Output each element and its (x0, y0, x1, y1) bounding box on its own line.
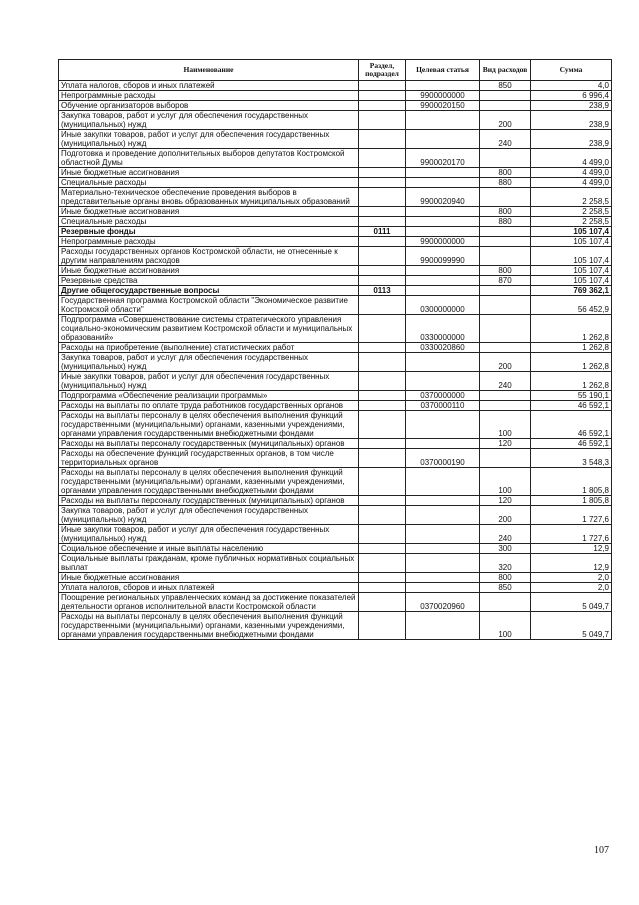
row-target: 9900020150 (406, 101, 480, 111)
row-name: Иные бюджетные ассигнования (59, 573, 359, 583)
table-row (59, 449, 612, 468)
row-sum: 5 049,7 (531, 593, 612, 612)
row-name: Уплата налогов, сборов и иных платежей (59, 583, 359, 593)
table-row (59, 149, 612, 168)
row-sum: 46 592,1 (531, 411, 612, 439)
row-target (406, 207, 480, 217)
row-sum: 5 049,7 (531, 612, 612, 640)
row-sum: 105 107,4 (531, 266, 612, 276)
table-row (59, 439, 612, 449)
row-sum: 2 258,5 (531, 217, 612, 227)
row-sum: 1 805,8 (531, 496, 612, 506)
table-row (59, 343, 612, 353)
row-target: 0370000190 (406, 449, 480, 468)
row-section (359, 544, 406, 554)
row-sum: 1 262,8 (531, 315, 612, 343)
table-row (59, 286, 612, 296)
row-name: Закупка товаров, работ и услуг для обеспечения государственных (муниципальных) нужд (59, 111, 359, 130)
row-kind (480, 188, 531, 207)
row-sum: 238,9 (531, 101, 612, 111)
page-number: 107 (594, 845, 609, 856)
row-kind: 100 (480, 411, 531, 439)
row-section (359, 168, 406, 178)
row-section (359, 593, 406, 612)
table-row (59, 391, 612, 401)
row-kind: 120 (480, 496, 531, 506)
row-name: Расходы на обеспечение функций государственных органов, в том числе территориальных органов (59, 449, 359, 468)
header-target: Целевая статья (406, 60, 480, 81)
row-name: Расходы на выплаты персоналу в целях обеспечения выполнения функций государственными (муниципальными) органами, казенными учреждениями, органами управления государственными внебюджетными фондами (59, 411, 359, 439)
row-section: 0111 (359, 227, 406, 237)
table-row (59, 315, 612, 343)
row-target: 0370000000 (406, 391, 480, 401)
row-name: Уплата налогов, сборов и иных платежей (59, 81, 359, 91)
row-target (406, 168, 480, 178)
row-section (359, 217, 406, 227)
row-section (359, 449, 406, 468)
table-row (59, 353, 612, 372)
header-kind: Вид расходов (480, 60, 531, 81)
row-name: Подпрограмма «Совершенствование системы стратегического управления социально-экономическим развитием Костромской области и муниципальных образований» (59, 315, 359, 343)
row-section (359, 207, 406, 217)
row-target: 9900099990 (406, 247, 480, 266)
row-section (359, 525, 406, 544)
table-row (59, 506, 612, 525)
table-row (59, 612, 612, 640)
row-kind: 800 (480, 207, 531, 217)
row-target (406, 439, 480, 449)
row-name: Обучение организаторов выборов (59, 101, 359, 111)
row-section (359, 81, 406, 91)
row-sum: 1 727,6 (531, 525, 612, 544)
row-kind: 850 (480, 81, 531, 91)
row-target (406, 468, 480, 496)
row-kind (480, 247, 531, 266)
row-target (406, 554, 480, 573)
table-row (59, 573, 612, 583)
table-row (59, 227, 612, 237)
table-row (59, 111, 612, 130)
row-sum: 238,9 (531, 111, 612, 130)
row-section (359, 111, 406, 130)
row-section (359, 266, 406, 276)
header-sum: Сумма (531, 60, 612, 81)
table-row (59, 593, 612, 612)
row-kind: 800 (480, 266, 531, 276)
row-name: Расходы на приобретение (выполнение) статистических работ (59, 343, 359, 353)
row-sum: 12,9 (531, 554, 612, 573)
row-sum: 4,0 (531, 81, 612, 91)
row-kind (480, 343, 531, 353)
row-name: Непрограммные расходы (59, 237, 359, 247)
row-kind: 200 (480, 111, 531, 130)
row-kind (480, 101, 531, 111)
table-row (59, 276, 612, 286)
row-section (359, 554, 406, 573)
row-sum: 1 262,8 (531, 372, 612, 391)
row-kind (480, 315, 531, 343)
row-kind: 800 (480, 168, 531, 178)
row-section (359, 91, 406, 101)
row-name: Специальные расходы (59, 217, 359, 227)
row-kind (480, 149, 531, 168)
row-section (359, 506, 406, 525)
row-section (359, 401, 406, 411)
table-row (59, 525, 612, 544)
row-target: 0370000110 (406, 401, 480, 411)
row-section (359, 391, 406, 401)
table-row (59, 266, 612, 276)
row-kind: 240 (480, 525, 531, 544)
row-sum: 1 805,8 (531, 468, 612, 496)
row-target (406, 178, 480, 188)
table-row (59, 372, 612, 391)
table-row (59, 411, 612, 439)
table-row (59, 207, 612, 217)
row-sum: 769 362,1 (531, 286, 612, 296)
row-name: Иные закупки товаров, работ и услуг для обеспечения государственных (муниципальных) нужд (59, 372, 359, 391)
row-target (406, 227, 480, 237)
row-name: Материально-техническое обеспечение проведения выборов в представительные органы вновь образованных муниципальных образований (59, 188, 359, 207)
table-row (59, 91, 612, 101)
row-kind: 240 (480, 130, 531, 149)
row-name: Подпрограмма «Обеспечение реализации программы» (59, 391, 359, 401)
row-section (359, 439, 406, 449)
row-target (406, 583, 480, 593)
row-sum: 105 107,4 (531, 247, 612, 266)
row-section (359, 496, 406, 506)
row-name: Иные закупки товаров, работ и услуг для обеспечения государственных (муниципальных) нужд (59, 525, 359, 544)
row-target (406, 372, 480, 391)
row-sum: 1 262,8 (531, 353, 612, 372)
row-target: 0370020960 (406, 593, 480, 612)
row-kind (480, 391, 531, 401)
row-target (406, 573, 480, 583)
table-row (59, 237, 612, 247)
table-row (59, 188, 612, 207)
row-target: 9900020940 (406, 188, 480, 207)
row-kind: 870 (480, 276, 531, 286)
row-kind: 200 (480, 353, 531, 372)
row-name: Резервные средства (59, 276, 359, 286)
row-name: Социальное обеспечение и иные выплаты населению (59, 544, 359, 554)
row-kind: 880 (480, 178, 531, 188)
row-name: Поощрение региональных управленческих команд за достижение показателей деятельности органов исполнительной власти Костромской области (59, 593, 359, 612)
row-name: Иные закупки товаров, работ и услуг для обеспечения государственных (муниципальных) нужд (59, 130, 359, 149)
row-sum: 4 499,0 (531, 168, 612, 178)
row-sum: 2 258,5 (531, 188, 612, 207)
row-section (359, 276, 406, 286)
row-kind (480, 286, 531, 296)
table-row (59, 130, 612, 149)
row-name: Другие общегосударственные вопросы (59, 286, 359, 296)
row-name: Закупка товаров, работ и услуг для обеспечения государственных (муниципальных) нужд (59, 353, 359, 372)
table-row (59, 81, 612, 91)
row-section (359, 149, 406, 168)
row-name: Расходы на выплаты персоналу в целях обеспечения выполнения функций государственными (муниципальными) органами, казенными учреждениями, органами управления государственными внебюджетными фондами (59, 468, 359, 496)
row-sum: 105 107,4 (531, 276, 612, 286)
table-row (59, 247, 612, 266)
row-kind (480, 91, 531, 101)
row-kind (480, 593, 531, 612)
row-kind: 200 (480, 506, 531, 525)
row-sum: 56 452,9 (531, 296, 612, 315)
row-target: 0330020860 (406, 343, 480, 353)
row-target (406, 276, 480, 286)
row-sum: 105 107,4 (531, 227, 612, 237)
row-sum: 1 262,8 (531, 343, 612, 353)
row-section (359, 315, 406, 343)
row-sum: 105 107,4 (531, 237, 612, 247)
row-sum: 12,9 (531, 544, 612, 554)
row-section (359, 612, 406, 640)
row-name: Расходы государственных органов Костромской области, не отнесенные к другим направлениям расходов (59, 247, 359, 266)
table-row (59, 296, 612, 315)
row-sum: 238,9 (531, 130, 612, 149)
row-section (359, 178, 406, 188)
row-target (406, 130, 480, 149)
budget-table (58, 59, 612, 640)
row-target: 9900020170 (406, 149, 480, 168)
row-target: 0300000000 (406, 296, 480, 315)
row-target (406, 217, 480, 227)
row-kind: 120 (480, 439, 531, 449)
row-kind (480, 237, 531, 247)
row-target: 0330000000 (406, 315, 480, 343)
row-kind: 800 (480, 573, 531, 583)
row-target (406, 496, 480, 506)
table-row (59, 496, 612, 506)
row-section (359, 188, 406, 207)
row-kind (480, 296, 531, 315)
table-body (59, 81, 612, 640)
table-row (59, 217, 612, 227)
row-target (406, 506, 480, 525)
row-section (359, 468, 406, 496)
row-name: Иные бюджетные ассигнования (59, 266, 359, 276)
row-kind: 100 (480, 468, 531, 496)
row-sum: 55 190,1 (531, 391, 612, 401)
row-kind (480, 227, 531, 237)
row-target (406, 353, 480, 372)
row-sum: 2,0 (531, 583, 612, 593)
row-name: Социальные выплаты гражданам, кроме публичных нормативных социальных выплат (59, 554, 359, 573)
row-section (359, 343, 406, 353)
row-target (406, 411, 480, 439)
table-row (59, 101, 612, 111)
row-name: Резервные фонды (59, 227, 359, 237)
row-kind: 100 (480, 612, 531, 640)
row-target (406, 544, 480, 554)
row-name: Непрограммные расходы (59, 91, 359, 101)
row-kind: 240 (480, 372, 531, 391)
row-name: Закупка товаров, работ и услуг для обеспечения государственных (муниципальных) нужд (59, 506, 359, 525)
row-name: Подготовка и проведение дополнительных выборов депутатов Костромской областной Думы (59, 149, 359, 168)
row-target (406, 612, 480, 640)
row-sum: 46 592,1 (531, 401, 612, 411)
row-name: Государственная программа Костромской области "Экономическое развитие Костромской области" (59, 296, 359, 315)
row-section (359, 130, 406, 149)
row-section (359, 101, 406, 111)
row-section: 0113 (359, 286, 406, 296)
row-section (359, 411, 406, 439)
table-row (59, 544, 612, 554)
row-name: Иные бюджетные ассигнования (59, 168, 359, 178)
row-target: 9900000000 (406, 91, 480, 101)
row-sum: 4 499,0 (531, 149, 612, 168)
row-target (406, 111, 480, 130)
row-section (359, 247, 406, 266)
table-row (59, 554, 612, 573)
row-sum: 4 499,0 (531, 178, 612, 188)
row-kind (480, 449, 531, 468)
row-section (359, 372, 406, 391)
row-name: Специальные расходы (59, 178, 359, 188)
row-sum: 3 548,3 (531, 449, 612, 468)
table-row (59, 178, 612, 188)
row-target (406, 266, 480, 276)
table-row (59, 168, 612, 178)
row-kind: 880 (480, 217, 531, 227)
header-section: Раздел, подраздел (359, 60, 406, 81)
row-section (359, 583, 406, 593)
row-section (359, 573, 406, 583)
row-target (406, 81, 480, 91)
row-name: Иные бюджетные ассигнования (59, 207, 359, 217)
row-sum: 2 258,5 (531, 207, 612, 217)
row-kind: 850 (480, 583, 531, 593)
row-kind: 320 (480, 554, 531, 573)
row-name: Расходы на выплаты персоналу государственных (муниципальных) органов (59, 439, 359, 449)
table-header-row (59, 60, 612, 81)
row-kind: 300 (480, 544, 531, 554)
row-name: Расходы на выплаты персоналу государственных (муниципальных) органов (59, 496, 359, 506)
row-sum: 6 996,4 (531, 91, 612, 101)
table-row (59, 401, 612, 411)
row-section (359, 353, 406, 372)
row-section (359, 296, 406, 315)
table-row (59, 583, 612, 593)
row-target (406, 286, 480, 296)
row-sum: 46 592,1 (531, 439, 612, 449)
table-row (59, 468, 612, 496)
row-kind (480, 401, 531, 411)
header-name: Наименование (59, 60, 359, 81)
row-name: Расходы на выплаты персоналу в целях обеспечения выполнения функций государственными (муниципальными) органами, казенными учреждениями, органами управления государственными внебюджетными фондами (59, 612, 359, 640)
row-sum: 2,0 (531, 573, 612, 583)
row-name: Расходы на выплаты по оплате труда работников государственных органов (59, 401, 359, 411)
row-sum: 1 727,6 (531, 506, 612, 525)
row-target (406, 525, 480, 544)
row-target: 9900000000 (406, 237, 480, 247)
row-section (359, 237, 406, 247)
